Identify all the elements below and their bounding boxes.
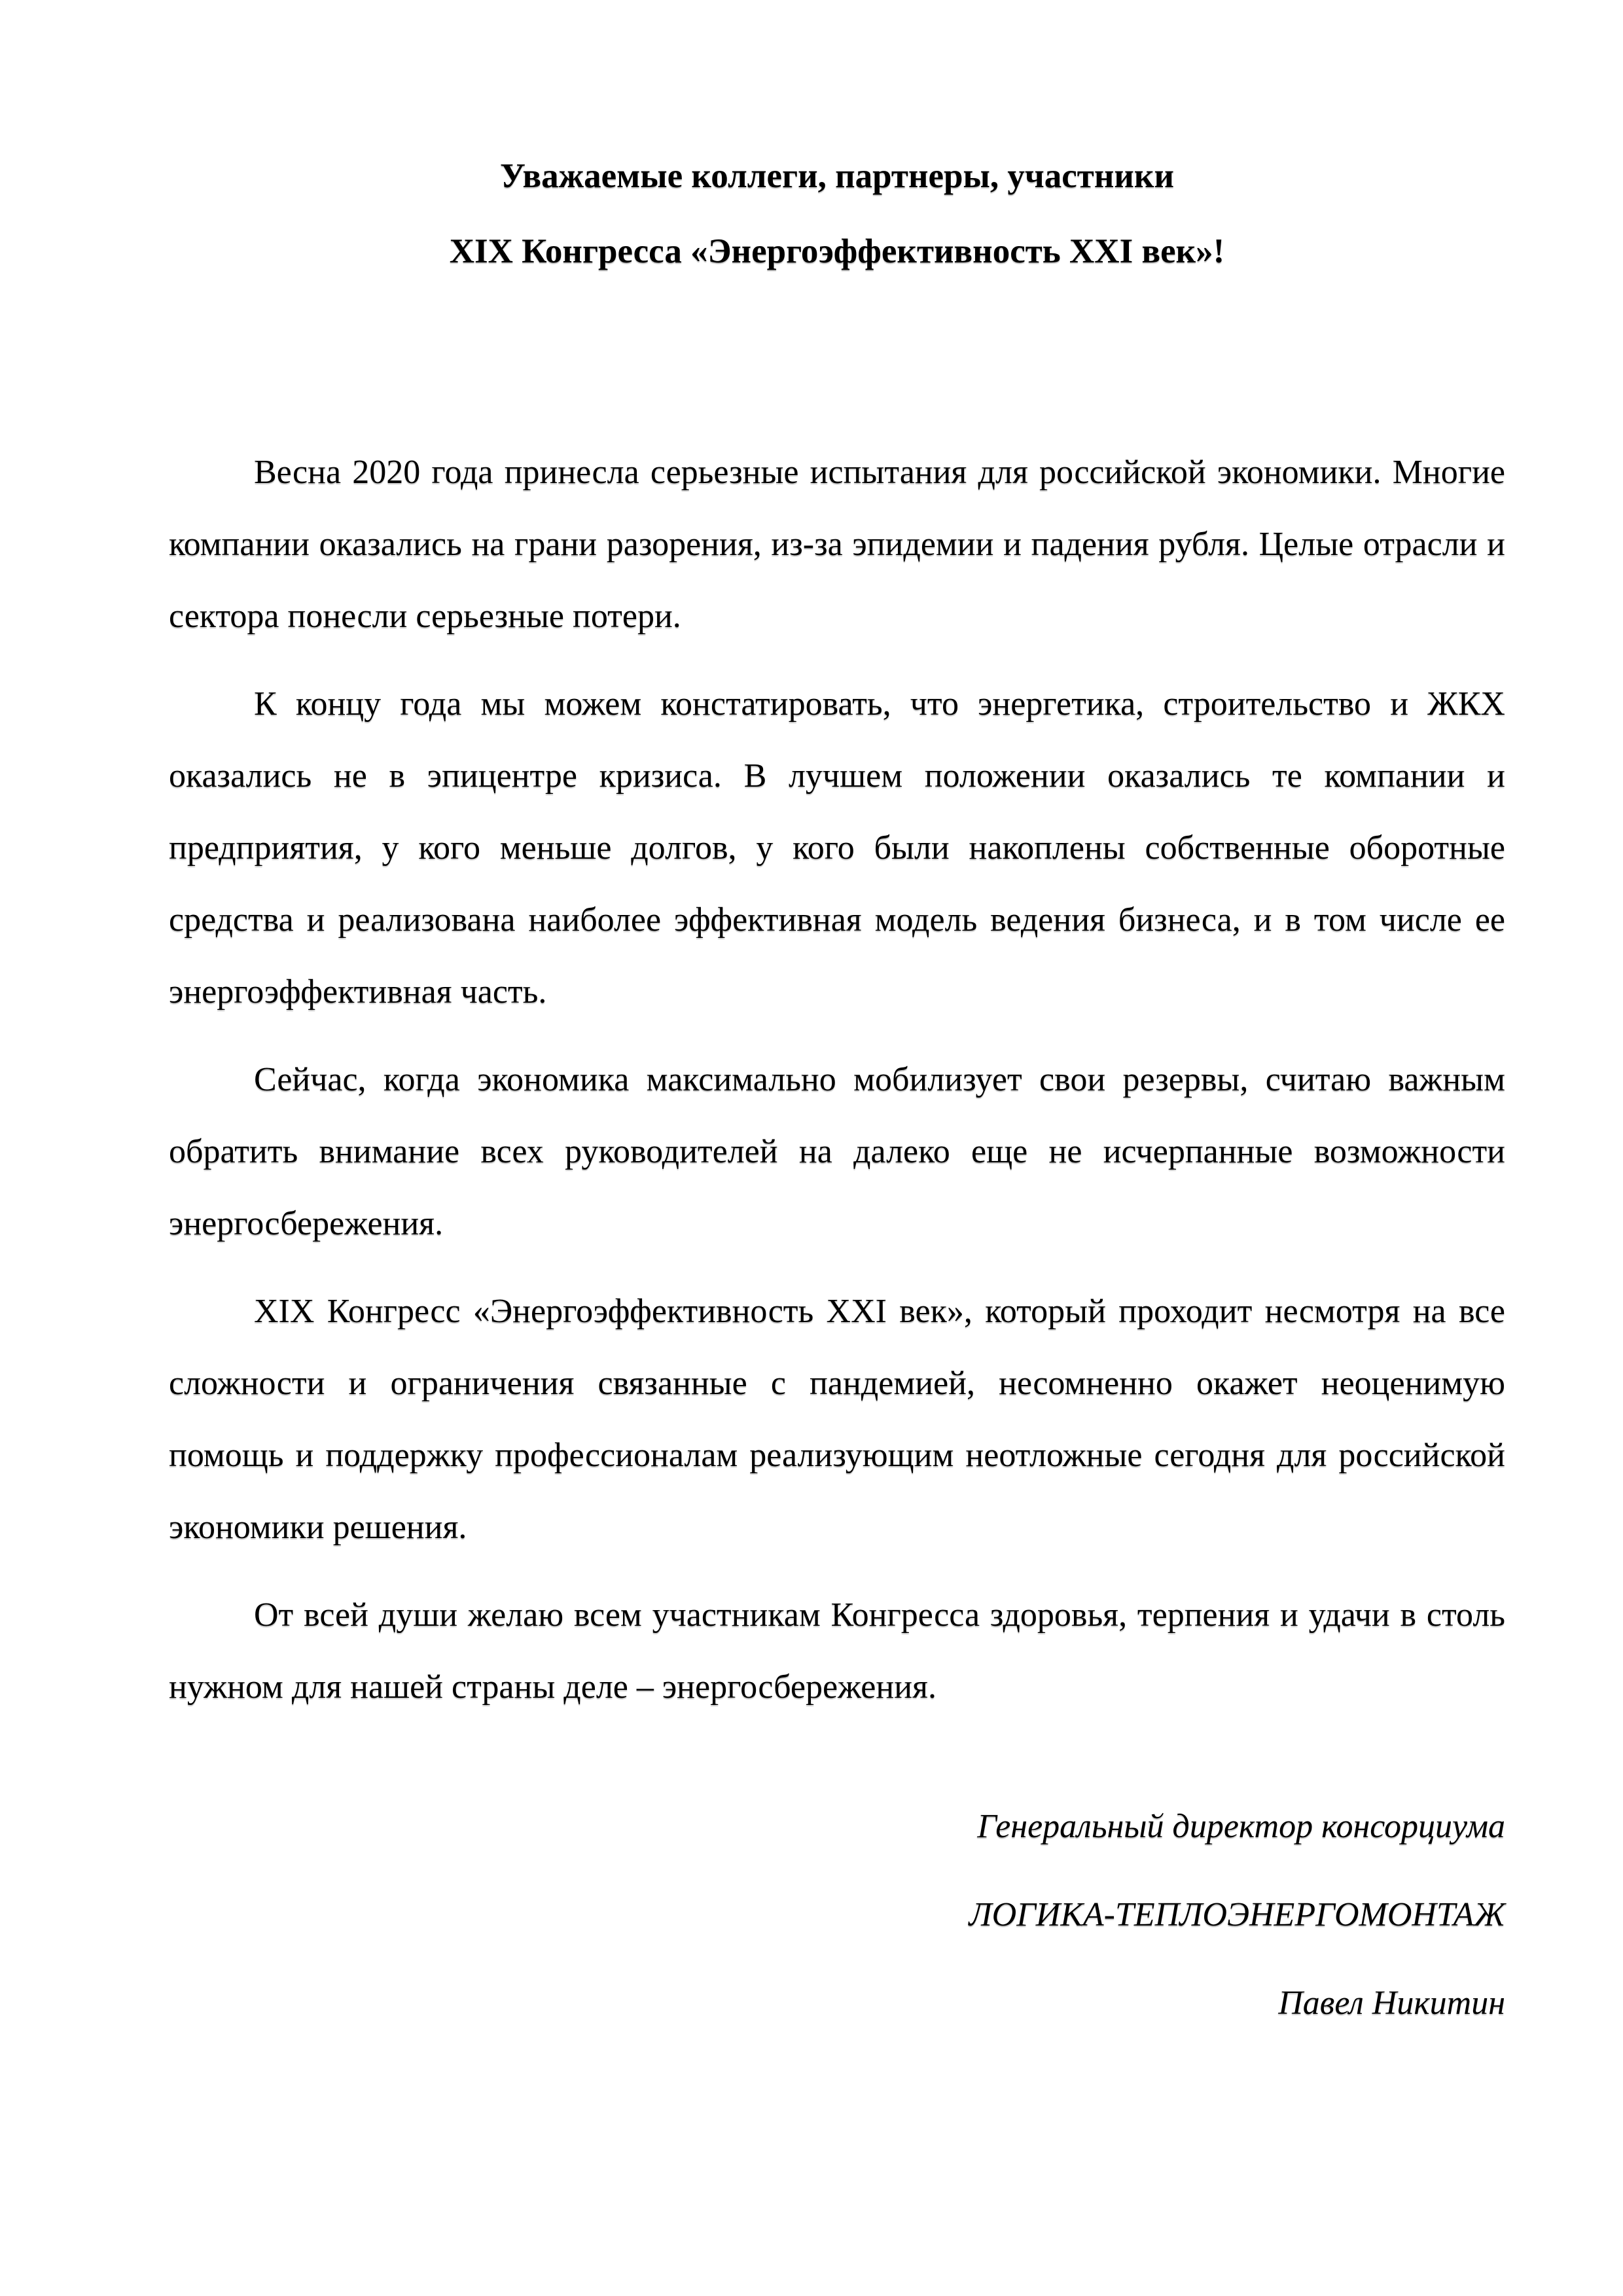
letter-paragraph-2: К концу года мы можем констатировать, что энергетика, строительство и ЖКХ оказались не в эпицентре кризиса. В лучшем положении оказались те компании и предприятия, у кого меньше долгов, у кого были накоплены собственные оборотные средства и реализована наиболее эффективная модель ведения бизнеса, и в том числе ее энергоэффективная часть. xyxy=(169,685,1505,1011)
signature-block xyxy=(169,1782,1505,2047)
signature-name: Павел Никитин xyxy=(1278,1984,1505,2022)
letter-paragraph-5: От всей души желаю всем участникам Конгресса здоровья, терпения и удачи в столь нужном для нашей страны деле – энергосбережения. xyxy=(169,1596,1505,1706)
letter-paragraph-3: Сейчас, когда экономика максимально мобилизует свои резервы, считаю важным обратить внимание всех руководителей на далеко еще не исчерпанные возможности энергосбережения. xyxy=(169,1061,1505,1242)
signature-role: Генеральный директор консорциума xyxy=(977,1808,1505,1845)
letter-paragraph-1: Весна 2020 года принесла серьезные испытания для российской экономики. Многие компании оказались на грани разорения, из-за эпидемии и падения рубля. Целые отрасли и сектора понесли серьезные потери. xyxy=(169,454,1505,635)
title-line-1: Уважаемые коллеги, партнеры, участники xyxy=(500,157,1174,195)
title-line-2: XIX Конгресса «Энергоэффективность XXI век»! xyxy=(449,232,1225,270)
letter-paragraph-4: XIX Конгресс «Энергоэффективность XXI век», который проходит несмотря на все сложности и ограничения связанные с пандемией, несомненно окажет неоценимую помощь и поддержку профессионалам реализующим неотложные сегодня для российской экономики решения. xyxy=(169,1293,1505,1546)
letter-title xyxy=(169,139,1505,289)
signature-organization: ЛОГИКА-ТЕПЛОЭНЕРГОМОНТАЖ xyxy=(969,1896,1505,1933)
